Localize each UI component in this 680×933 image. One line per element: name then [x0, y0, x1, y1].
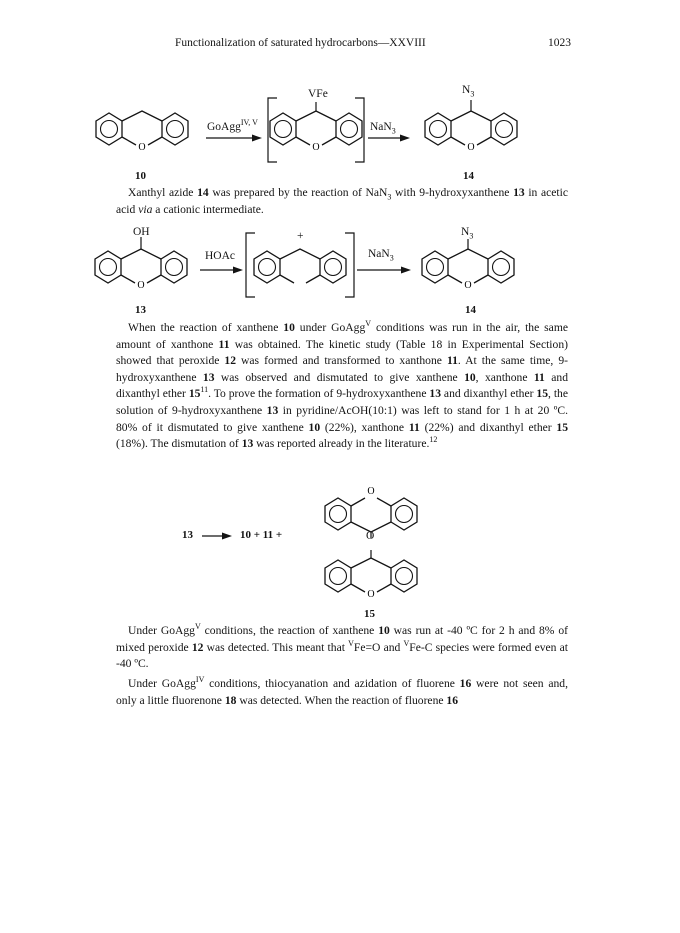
- scheme-3: [0, 480, 680, 610]
- svg-text:O: O: [467, 142, 475, 153]
- scheme3-bridge-oxygen: O: [366, 530, 375, 542]
- scheme-2: [0, 225, 680, 305]
- scheme2-reagent: HOAc: [205, 250, 236, 262]
- scheme3-reactant: 13: [182, 529, 193, 541]
- paragraph-4: Under GoAgg$^{IV}$ conditions, thiocyanation and azidation of fluorene 16 were not seen and, only a little fluorenone 18 was detected. When the reaction of fluorene 16: [116, 675, 568, 707]
- svg-text:O: O: [312, 142, 320, 153]
- svg-text:O: O: [464, 280, 472, 291]
- scheme2-charge: +: [297, 230, 304, 242]
- scheme-1: [0, 0, 680, 195]
- scheme2-product-group: $N_3$: [461, 226, 474, 241]
- svg-text:O: O: [137, 280, 145, 291]
- svg-text:O: O: [367, 589, 375, 600]
- svg-text:O: O: [367, 486, 375, 497]
- scheme1-left-compound: 10: [135, 170, 146, 182]
- scheme3-products: 10 + 11 +: [240, 529, 283, 541]
- scheme2-substituent: OH: [133, 226, 150, 238]
- paragraph-1: Xanthyl azide 14 was prepared by the reaction of NaN$_3$ with 9-hydroxyxanthene 13 in acetic acid via a cationic intermediate.: [116, 186, 569, 216]
- scheme2-right-compound: 14: [465, 304, 476, 316]
- paragraph-2: When the reaction of xanthene 10 under GoAgg$^V$ conditions was run in the air, the same amount of xanthone 11 was obtained. The kinetic study (Table 18 in Experimental Section) showed that peroxide 12 was formed and transformed to xanthone 11. At the same time, 9-hydroxyxanthene 13 was observed and dismutated to give xanthene 10, xanthone 11 and dixanthyl ether $15^{11}$. To prove the formation of 9-hydroxyxanthene 13 and dixanthyl ether 15, the solution of 9-hydroxyxanthene 13 in pyridine/AcOH(10:1) was left to stand for 1 h at 20 ºC. 80% of it dismutated to give xanthene 10 (22%), xanthone 11 (22%) and dixanthyl ether 15 (18%). The dismutation of 13 was reported already in the literature.$^{12}$: [116, 319, 569, 451]
- paragraph-3: Under GoAgg$^V$ conditions, the reaction of xanthene 10 was run at -40 ºC for 2 h and 8% of mixed peroxide 12 was detected. This meant that $^V$Fe=O and $^V$Fe-C species were formed even at -40 ºC.: [116, 622, 569, 671]
- svg-text:O: O: [138, 142, 146, 153]
- scheme1-intermediate-label: VFe: [308, 88, 328, 100]
- scheme3-product: 15: [364, 608, 375, 620]
- scheme2-left-compound: 13: [135, 304, 146, 316]
- running-title: Functionalization of saturated hydrocarbons—XXVIII: [175, 37, 426, 49]
- scheme1-right-compound: 14: [463, 170, 474, 182]
- scheme2-reagent2: NaN$_3$: [368, 248, 394, 263]
- scheme1-reagent2: NaN$_3$: [370, 121, 396, 136]
- scheme1-reagent: GoAgg$^{IV, V}$: [207, 118, 258, 133]
- page-number: 1023: [548, 37, 571, 49]
- scheme1-product-group: $N_3$: [462, 84, 475, 99]
